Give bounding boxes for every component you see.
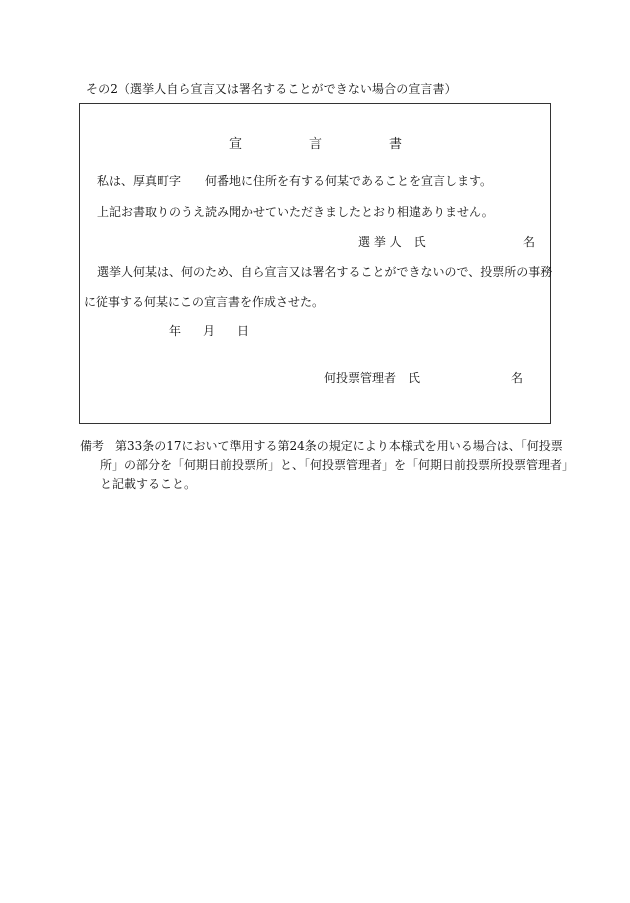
date-day: 日 xyxy=(237,324,250,338)
remarks-line-1: 第33条の17において準用する第24条の規定により本様式を用いる場合は、「何投票 xyxy=(115,439,563,453)
date-year: 年 xyxy=(169,324,182,338)
statement-line-2: に従事する何某にこの宣言書を作成させた。 xyxy=(84,295,325,309)
remarks-label: 備考 xyxy=(80,439,105,453)
manager-signature-name-char: 名 xyxy=(511,371,524,385)
form-title-char-1: 宣 xyxy=(229,137,243,152)
remarks-line-2: 所」の部分を「何期日前投票所」と、「何投票管理者」を「何期日前投票所投票管理者」 xyxy=(100,458,575,472)
declaration-prefix: 私は、厚真町字 xyxy=(97,174,182,188)
confirmation-text: 上記お書取りのうえ読み聞かせていただきましたとおり相違ありません。 xyxy=(97,205,494,219)
statement-line-1: 選挙人何某は、何のため、自ら宣言又は署名することができないので、投票所の事務 xyxy=(97,265,553,279)
declaration-rest: 何番地に住所を有する何某であることを宣言します。 xyxy=(205,174,493,188)
voter-signature-name-char: 名 xyxy=(523,235,536,249)
remarks-line-3: と記載すること。 xyxy=(100,477,197,491)
form-title-char-2: 言 xyxy=(309,137,323,152)
voter-signature-label: 選 挙 人 氏 xyxy=(358,235,426,249)
form-heading: その2（選挙人自ら宣言又は署名することができない場合の宣言書） xyxy=(86,82,457,96)
date-month: 月 xyxy=(203,324,216,338)
form-title-char-3: 書 xyxy=(389,137,403,152)
manager-signature-label: 何投票管理者 氏 xyxy=(324,371,421,385)
